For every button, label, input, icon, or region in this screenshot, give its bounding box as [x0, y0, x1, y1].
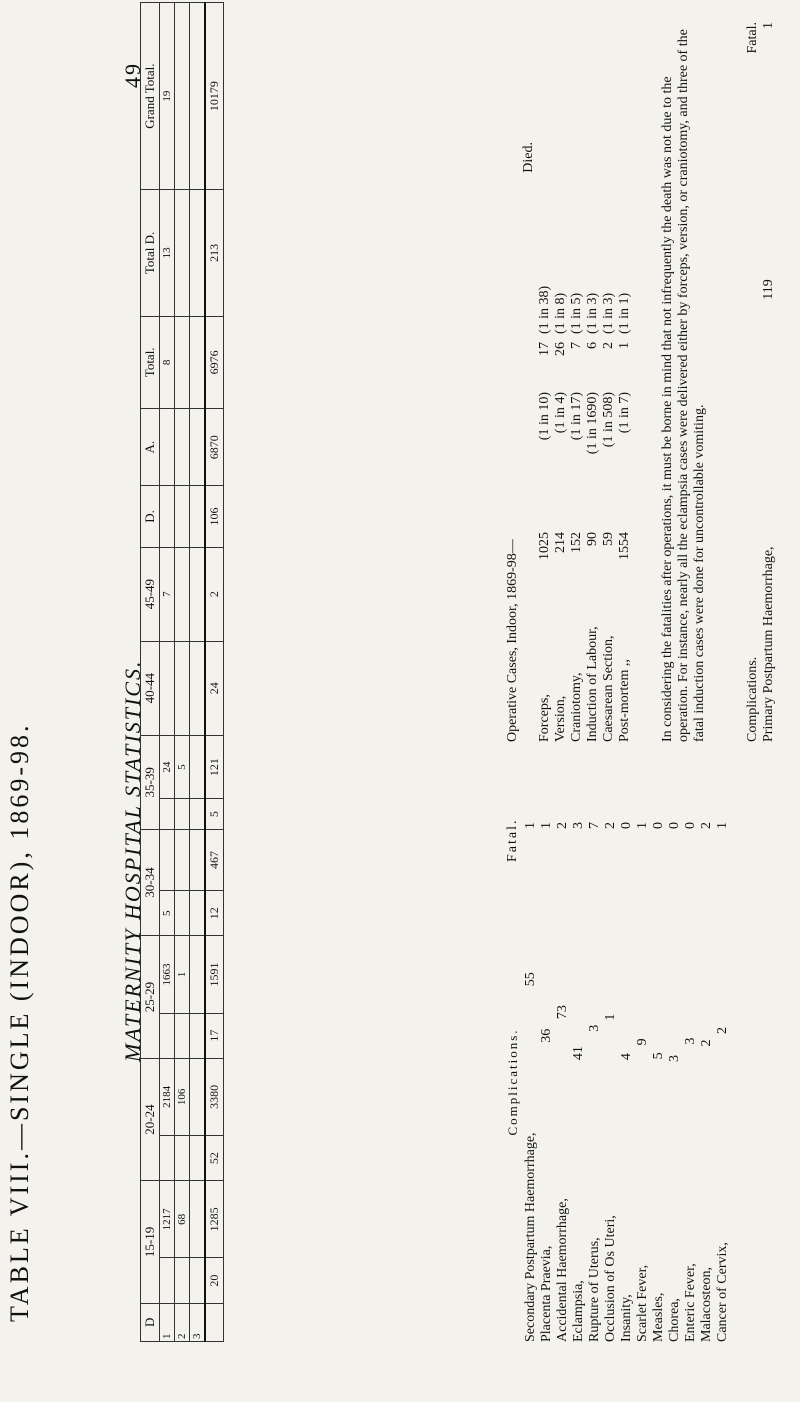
- operations-note: In considering the fatalities after operations, it must be borne in mind that not infrequently the death was not due to the operation. For instance, nearly all the eclampsia cases were delivered either by forceps, version, or craniotomy, and three of the fatal induction cases were done for uncontrollable vomiting.: [660, 29, 707, 742]
- total-cell: 3380: [205, 1058, 224, 1135]
- operative-block: [505, 22, 633, 742]
- table-cell: 1217: [160, 1181, 175, 1258]
- operative-n: 152: [569, 532, 584, 553]
- table-cell: 8: [160, 316, 175, 409]
- table-cell: [190, 891, 206, 936]
- col-d-total: D.: [141, 486, 160, 547]
- complication-row: [667, 822, 683, 1342]
- table-cell: 19: [160, 3, 175, 190]
- complication-fatal: 1: [539, 822, 554, 829]
- total-cell: 1591: [205, 936, 224, 1013]
- complication-label: Chorea,: [667, 1298, 682, 1342]
- complications-block: [505, 822, 731, 1342]
- operative-label: Induction of Labour,: [585, 626, 600, 742]
- table-cell: 1663: [160, 936, 175, 1013]
- table-cell: [175, 486, 190, 547]
- table-cell: [175, 829, 190, 890]
- total-cell: 6870: [205, 409, 224, 486]
- total-cell: 10179: [205, 3, 224, 190]
- operative-d-ratio: (1 in 38): [537, 285, 552, 334]
- table-cell: [190, 936, 206, 1013]
- complication-count: 2: [715, 1027, 730, 1035]
- complication-label: Scarlet Fever,: [635, 1264, 650, 1342]
- operative-ratio: (1 in 508): [601, 392, 616, 448]
- complications2-fatal-heading: Fatal.: [745, 22, 760, 54]
- table-cell: [175, 1135, 190, 1180]
- table-cell: [190, 735, 206, 799]
- complication-count: 41: [571, 1046, 586, 1061]
- complication-fatal: 1: [523, 822, 538, 829]
- table-cell: 106: [175, 1058, 190, 1135]
- table-cell: [190, 829, 206, 890]
- operative-ratio: (1 in 4): [553, 392, 568, 434]
- table-cell: [160, 1135, 175, 1180]
- col-total-d: Total D.: [141, 190, 160, 316]
- totals-row: [205, 3, 224, 1342]
- table-cell: [160, 1258, 175, 1303]
- table-cell: 1: [175, 936, 190, 1013]
- complication-row: [603, 822, 619, 1342]
- operative-n: 1025: [537, 532, 552, 560]
- total-cell: 5: [205, 799, 224, 829]
- table-cell: 13: [160, 190, 175, 316]
- row-index: 1: [160, 1303, 175, 1341]
- complication-count: 9: [635, 1038, 650, 1046]
- complication-fatal: 0: [683, 822, 698, 829]
- complication-row: [523, 822, 539, 1342]
- complication-fatal: 1: [715, 822, 730, 830]
- total-cell: 106: [205, 486, 224, 547]
- page-number: 49: [120, 62, 145, 88]
- table-cell: [190, 1135, 206, 1180]
- complication-count: 3: [667, 1055, 682, 1063]
- total-cell: 467: [205, 829, 224, 890]
- table-cell: 68: [175, 1181, 190, 1258]
- operative-label: Forceps,: [537, 694, 552, 742]
- complication-row: [587, 822, 603, 1342]
- complication-fatal: 2: [603, 822, 618, 830]
- statistics-table: [140, 2, 224, 1342]
- complication-fatal: 1: [761, 22, 776, 29]
- operative-ratio: (1 in 10): [537, 392, 552, 441]
- table-cell: [160, 799, 175, 829]
- operative-d-ratio: (1 in 1): [617, 292, 632, 334]
- complication-count: 5: [651, 1052, 666, 1060]
- complication-count: 55: [523, 972, 538, 987]
- table-cell: 5: [160, 891, 175, 936]
- operative-d-ratio: (1 in 3): [585, 292, 600, 334]
- table-cell: [175, 891, 190, 936]
- operative-died: 6: [585, 342, 600, 349]
- table-cell: [175, 547, 190, 641]
- table-cell: [190, 316, 206, 409]
- complication-count: 2: [699, 1039, 714, 1047]
- operative-row: [553, 22, 569, 742]
- complication-label: Measles,: [651, 1292, 666, 1342]
- operative-died: 17: [537, 342, 552, 356]
- table-cell: [160, 486, 175, 547]
- table-cell: [175, 409, 190, 486]
- table-header-row: [141, 3, 160, 1342]
- total-cell: 1285: [205, 1181, 224, 1258]
- operative-ratio: (1 in 1690): [585, 392, 600, 455]
- col-group-2: 25-29: [141, 936, 160, 1058]
- complication-label: Malacosteon,: [699, 1266, 714, 1342]
- operative-ratio: (1 in 17): [569, 392, 584, 441]
- complication-fatal: 0: [651, 822, 666, 830]
- operative-label: Caesarean Section,: [601, 635, 616, 742]
- table-cell: [160, 641, 175, 735]
- operative-d-ratio: (1 in 3): [601, 292, 616, 334]
- operative-row: [601, 22, 617, 742]
- table-row: [175, 3, 190, 1342]
- table-cell: [190, 547, 206, 641]
- table-cell: [175, 316, 190, 409]
- complication-fatal: 0: [667, 822, 682, 829]
- table-cell: [160, 409, 175, 486]
- total-cell: 12: [205, 891, 224, 936]
- total-cell: 20: [205, 1258, 224, 1303]
- operative-died: 26: [553, 342, 568, 356]
- complication-label: Rupture of Uterus,: [587, 1237, 602, 1342]
- table-cell: [160, 1013, 175, 1058]
- table-cell: [190, 641, 206, 735]
- table-row: [160, 3, 175, 1342]
- table-cell: [190, 3, 206, 190]
- col-grand-total: Grand Total.: [141, 3, 160, 190]
- col-group-3: 30-34: [141, 829, 160, 935]
- complication-count: 3: [683, 1037, 698, 1045]
- complication-count: 1: [603, 1013, 618, 1021]
- operative-ratio: (1 in 7): [617, 392, 632, 434]
- operative-n: 1554: [617, 532, 632, 560]
- complication-label: Eclampsia,: [571, 1280, 586, 1342]
- table-cell: 7: [160, 547, 175, 641]
- operative-d-ratio: (1 in 5): [569, 292, 584, 334]
- operative-title: Operative Cases, Indoor, 1869-98—: [505, 539, 520, 742]
- complication-fatal: 3: [571, 822, 586, 829]
- complication-label: Occlusion of Os Uteri,: [603, 1215, 618, 1342]
- table-title: TABLE VIII.—SINGLE (INDOOR), 1869-98.: [5, 722, 34, 1322]
- total-cell: 121: [205, 735, 224, 799]
- complication-row: [715, 822, 731, 1342]
- totals-label: [205, 1303, 224, 1341]
- total-cell: 52: [205, 1135, 224, 1180]
- complication-fatal: 0: [619, 822, 634, 830]
- operative-d-ratio: (1 in 8): [553, 292, 568, 334]
- total-cell: 213: [205, 190, 224, 316]
- table-cell: [160, 829, 175, 890]
- col-group-6: 45-49: [141, 547, 160, 641]
- table-cell: [175, 799, 190, 829]
- row-index: 3: [190, 1303, 206, 1341]
- col-d: D: [141, 1303, 160, 1341]
- operative-died: 2: [601, 342, 616, 349]
- table-cell: [190, 409, 206, 486]
- operative-row: [537, 22, 553, 742]
- operative-row: [585, 22, 601, 742]
- fatal-heading: Fatal.: [505, 818, 520, 862]
- operative-n: 59: [601, 532, 616, 546]
- complication-fatal: 2: [555, 822, 570, 830]
- complication-label: Cancer of Cervix,: [715, 1242, 730, 1342]
- table-cell: [175, 1013, 190, 1058]
- table-cell: 24: [160, 735, 175, 799]
- complication-fatal: 1: [635, 822, 650, 829]
- complication-label: Primary Postpartum Haemorrhage,: [761, 546, 776, 742]
- table-cell: [190, 1013, 206, 1058]
- table-cell: [175, 3, 190, 190]
- col-total: Total.: [141, 316, 160, 409]
- complications-heading: Complications.: [505, 1028, 520, 1136]
- complication-label: Insanity,: [619, 1294, 634, 1342]
- complication-label: Accidental Haemorrhage,: [555, 1198, 570, 1342]
- operative-row: [617, 22, 633, 742]
- table-cell: [175, 1258, 190, 1303]
- operative-label: Post-mortem ,,: [617, 659, 632, 742]
- table-cell: 2184: [160, 1058, 175, 1135]
- operative-n: 214: [553, 532, 568, 553]
- operative-n: 90: [585, 532, 600, 546]
- operative-label: Version,: [553, 695, 568, 742]
- col-group-1: 20-24: [141, 1058, 160, 1180]
- complication-row: [635, 822, 651, 1342]
- table-cell: [190, 799, 206, 829]
- table-row: [190, 3, 206, 1342]
- complication-row: [539, 822, 555, 1342]
- complication-count: 3: [587, 1024, 602, 1032]
- table-cell: [190, 190, 206, 316]
- col-a: A.: [141, 409, 160, 486]
- complication-label: Enteric Fever,: [683, 1263, 698, 1342]
- table-cell: [190, 486, 206, 547]
- complication-row: [651, 822, 667, 1342]
- table-cell: [190, 1258, 206, 1303]
- complication-count: 73: [555, 1005, 570, 1020]
- complications2-block: [745, 22, 777, 742]
- total-cell: 2: [205, 547, 224, 641]
- complication-count: 119: [761, 279, 776, 300]
- complication-label: Placenta Praevia,: [539, 1245, 554, 1342]
- complication-count: 36: [539, 1028, 554, 1043]
- complication-fatal: 2: [699, 822, 714, 829]
- complication-row: [571, 822, 587, 1342]
- complication-row: [761, 22, 777, 742]
- complication-fatal: 7: [587, 822, 602, 829]
- col-group-4: 35-39: [141, 735, 160, 829]
- died-heading: Died.: [521, 142, 536, 173]
- complication-count: 4: [619, 1053, 634, 1061]
- total-cell: 24: [205, 641, 224, 735]
- total-cell: 17: [205, 1013, 224, 1058]
- complication-row: [683, 822, 699, 1342]
- header-title: MATERNITY HOSPITAL STATISTICS.: [120, 659, 145, 1062]
- table-cell: 5: [175, 735, 190, 799]
- complication-row: [699, 822, 715, 1342]
- operative-died: 1: [617, 342, 632, 349]
- operative-row: [569, 22, 585, 742]
- table-cell: [190, 1181, 206, 1258]
- complications2-heading: Complications.: [745, 656, 760, 742]
- complication-row: [619, 822, 635, 1342]
- table-cell: [175, 641, 190, 735]
- table-cell: [175, 190, 190, 316]
- complication-row: [555, 822, 571, 1342]
- complication-label: Secondary Postpartum Haemorrhage,: [523, 1132, 538, 1342]
- operative-label: Craniotomy,: [569, 672, 584, 742]
- col-group-0: 15-19: [141, 1181, 160, 1303]
- col-group-5: 40-44: [141, 641, 160, 735]
- operative-died: 7: [569, 342, 584, 349]
- total-cell: 6976: [205, 316, 224, 409]
- row-index: 2: [175, 1303, 190, 1341]
- table-cell: [190, 1058, 206, 1135]
